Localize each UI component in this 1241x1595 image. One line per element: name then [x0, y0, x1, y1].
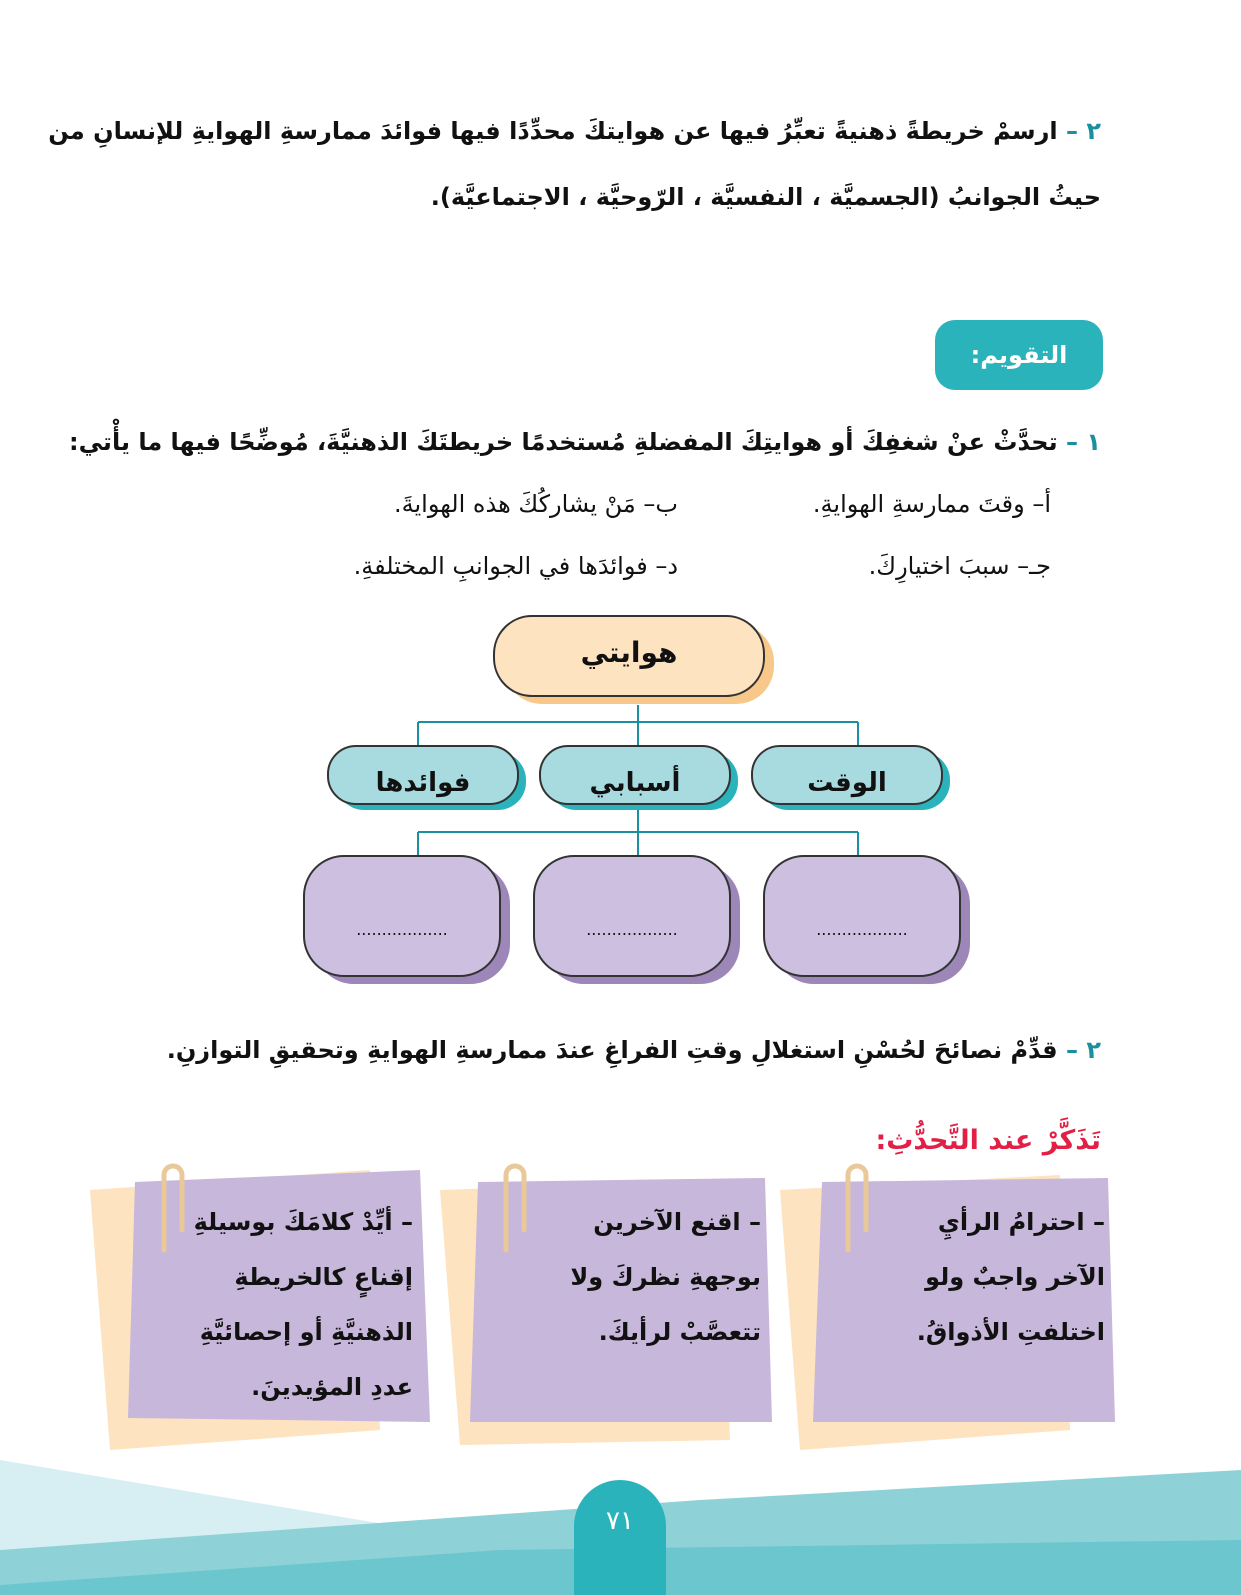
q1-option-c: جـ– سببَ اختيارِكَ. [868, 552, 1051, 580]
note-respect [825, 1195, 1105, 1360]
q1-option-a: أ– وقتَ ممارسةِ الهوايةِ. [812, 490, 1051, 518]
evaluation-heading: التقويم: [935, 320, 1103, 390]
note-support [133, 1195, 413, 1415]
note-support-line3: الذهنيَّةِ أو إحصائيَّةِ [199, 1318, 413, 1346]
q2-number: ٢ – [1065, 1036, 1101, 1064]
note-persuade-line1: – اقنع الآخرين [593, 1208, 761, 1236]
mindmap-blank-1[interactable]: .................. [816, 920, 908, 939]
mindmap-branch-reasons: أسبابي [589, 768, 681, 798]
q2-text: قدِّمْ نصائحَ لحُسْنِ استغلالِ وقتِ الفراغِ عندَ ممارسةِ الهوايةِ وتحقيقِ التوازنِ. [166, 1036, 1058, 1064]
task2-line1 [48, 117, 1101, 145]
note-respect-line1: – احترامُ الرأيِ [937, 1208, 1105, 1236]
q2-line [167, 1036, 1101, 1064]
remember-heading: تَذَكَّرْ عند التَّحدُّثِ: [875, 1125, 1101, 1156]
mindmap-diagram [290, 610, 990, 1010]
q1-option-d: د– فوائدَها في الجوانبِ المختلفةِ. [353, 552, 678, 580]
note-persuade-line3: تتعصَّبْ لرأيكَ. [598, 1318, 761, 1346]
mindmap-branch-time: الوقت [807, 768, 887, 798]
note-support-line4: عددِ المؤيدينَ. [251, 1373, 413, 1401]
page-number: ٧١ [574, 1480, 666, 1595]
mindmap-blank-3[interactable]: .................. [356, 920, 448, 939]
q1-number: ١ – [1065, 428, 1101, 456]
note-persuade [481, 1195, 761, 1360]
note-support-line1: – أيِّدْ كلامَكَ بوسيلةِ [193, 1208, 413, 1236]
note-respect-line3: اختلفتِ الأذواقُ. [916, 1318, 1105, 1346]
task2-number: ٢ – [1065, 117, 1101, 145]
mindmap-blank-2[interactable]: .................. [586, 920, 678, 939]
q1-option-b: ب– مَنْ يشاركُكَ هذه الهوايةَ. [394, 490, 678, 518]
q1-line [69, 428, 1101, 456]
mindmap-branch-benefits: فوائدها [375, 768, 471, 798]
task2-text-line2: حيثُ الجوانبُ (الجسميَّة ، النفسيَّة ، الرّوحيَّة ، الاجتماعيَّة). [430, 183, 1101, 211]
q1-text: تحدَّثْ عنْ شغفِكَ أو هوايتِكَ المفضلةِ مُستخدمًا خريطتَكَ الذهنيَّةَ، مُوضِّحًا فيها ما يأْتي: [69, 428, 1058, 456]
note-persuade-line2: بوجهةِ نظركَ ولا [570, 1263, 761, 1291]
task2-text-line1: ارسمْ خريطةً ذهنيةً تعبِّرُ فيها عن هوايتكَ محدِّدًا فيها فوائدَ ممارسةِ الهوايةِ للإنسانِ من [48, 117, 1058, 145]
note-support-line2: إقناعٍ كالخريطةِ [234, 1263, 413, 1291]
task2-line2 [431, 183, 1101, 211]
note-respect-line2: الآخر واجبٌ ولو [925, 1263, 1105, 1291]
mindmap-root-label: هوايتي [580, 636, 678, 669]
